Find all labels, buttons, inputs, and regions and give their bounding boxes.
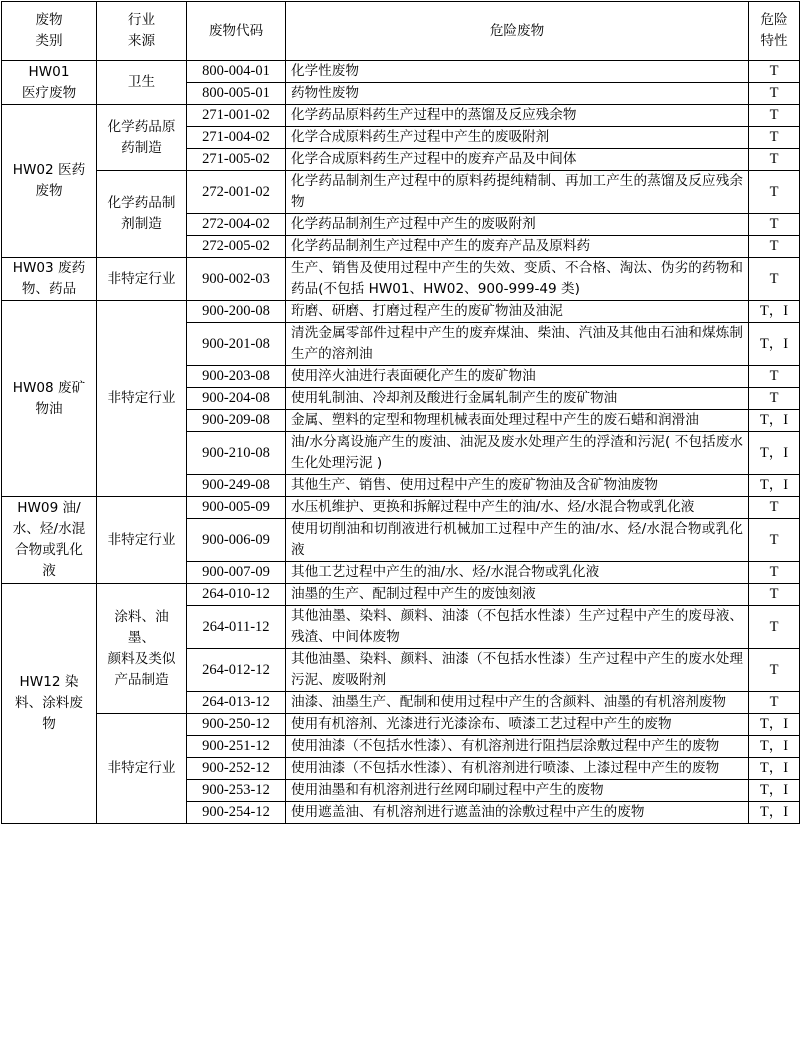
header-category-text: 废物 类别 <box>35 12 63 49</box>
waste-desc-cell-text: 药物性废物 <box>291 85 359 101</box>
waste-desc-cell-text: 其他油墨、染料、颜料、油漆（不包括水性漆）生产过程中产生的废水处理污泥、废吸附剂 <box>291 651 743 688</box>
waste-code-cell <box>187 736 286 758</box>
waste-code-cell <box>187 258 286 301</box>
hazard-property-cell-text: T <box>769 151 779 167</box>
waste-code-cell-text: 900-210-08 <box>202 444 270 461</box>
waste-code-cell <box>187 802 286 824</box>
waste-desc-cell-text: 使用油墨和有机溶剂进行丝网印刷过程中产生的废物 <box>291 782 604 798</box>
hazard-property-cell-text: T，I <box>759 335 789 352</box>
category-cell <box>2 258 97 301</box>
hazard-property-cell <box>749 497 800 519</box>
header-property <box>749 2 800 61</box>
waste-code-cell <box>187 388 286 410</box>
waste-code-cell <box>187 584 286 606</box>
source-cell <box>97 105 187 171</box>
hazard-property-cell <box>749 236 800 258</box>
source-cell-text: 非特定行业 <box>107 270 176 287</box>
hazard-property-cell-text: T <box>769 63 779 79</box>
category-cell-text: HW08 废矿 物油 <box>12 379 86 417</box>
waste-desc-cell <box>286 692 749 714</box>
hazard-property-cell <box>749 105 800 127</box>
waste-code-cell-text: 900-250-12 <box>202 716 270 732</box>
table-row <box>2 105 800 127</box>
hazard-property-cell <box>749 432 800 475</box>
table-row <box>2 714 800 736</box>
hazard-property-cell-text: T <box>769 531 779 548</box>
source-cell-text: 化学药品原 药制造 <box>107 118 176 156</box>
hazard-property-cell-text: T，I <box>759 804 789 820</box>
waste-desc-cell-text: 化学性废物 <box>291 63 359 79</box>
hazard-property-cell-text: T <box>769 586 779 602</box>
waste-code-cell <box>187 323 286 366</box>
header-property-text: 危险 特性 <box>760 12 788 49</box>
header-code <box>187 2 286 61</box>
waste-code-cell-text: 272-004-02 <box>202 216 270 232</box>
waste-desc-cell-text: 生产、销售及使用过程中产生的失效、变质、不合格、淘汰、伪劣的药物和药品(不包括 HW01、HW02、900-999-49 类) <box>291 260 743 297</box>
waste-code-cell-text: 900-249-08 <box>202 477 270 493</box>
hazard-property-cell <box>749 301 800 323</box>
header-code-text: 废物代码 <box>208 22 264 39</box>
waste-code-cell <box>187 562 286 584</box>
waste-desc-cell <box>286 83 749 105</box>
waste-desc-cell <box>286 606 749 649</box>
source-cell <box>97 497 187 584</box>
hazard-property-cell <box>749 83 800 105</box>
waste-code-cell <box>187 475 286 497</box>
waste-code-cell <box>187 171 286 214</box>
waste-code-cell-text: 264-011-12 <box>202 618 270 635</box>
hazard-property-cell <box>749 649 800 692</box>
waste-code-cell <box>187 214 286 236</box>
waste-code-cell-text: 264-012-12 <box>202 661 270 678</box>
waste-code-cell-text: 900-002-03 <box>202 270 270 287</box>
waste-code-cell-text: 800-004-01 <box>202 63 270 79</box>
hazard-property-cell-text: T，I <box>759 477 789 493</box>
waste-desc-cell <box>286 236 749 258</box>
header-source-text: 行业 来源 <box>127 12 156 49</box>
hazard-property-cell-text: T，I <box>759 412 789 428</box>
table-row <box>2 258 800 301</box>
waste-code-cell <box>187 236 286 258</box>
waste-desc-cell-text: 其他油墨、染料、颜料、油漆（不包括水性漆）生产过程中产生的废母液、残渣、中间体废物 <box>291 608 743 645</box>
source-cell <box>97 258 187 301</box>
category-cell-text: HW09 油/ 水、烃/水混 合物或乳化 液 <box>12 500 86 579</box>
category-cell-text: HW03 废药 物、药品 <box>12 260 86 297</box>
waste-code-cell <box>187 61 286 83</box>
source-cell <box>97 714 187 824</box>
waste-desc-cell <box>286 105 749 127</box>
waste-desc-cell <box>286 519 749 562</box>
hazard-property-cell <box>749 584 800 606</box>
hazard-property-cell <box>749 562 800 584</box>
waste-desc-cell-text: 其他工艺过程中产生的油/水、烃/水混合物或乳化液 <box>291 564 600 580</box>
hazardous-waste-table <box>1 1 800 824</box>
waste-code-cell-text: 272-001-02 <box>202 183 270 200</box>
hazard-property-cell-text: T <box>769 238 779 254</box>
hazard-property-cell <box>749 127 800 149</box>
hazard-property-cell <box>749 758 800 780</box>
waste-desc-cell-text: 化学药品制剂生产过程中的原料药提纯精制、再加工产生的蒸馏及反应残余物 <box>291 173 743 210</box>
hazard-property-cell-text: T <box>769 618 779 635</box>
header-waste <box>286 2 749 61</box>
waste-desc-cell <box>286 410 749 432</box>
hazard-property-cell-text: T，I <box>759 444 789 461</box>
waste-code-cell-text: 900-252-12 <box>202 760 270 776</box>
waste-desc-cell-text: 使用遮盖油、有机溶剂进行遮盖油的涂敷过程中产生的废物 <box>291 804 645 820</box>
waste-desc-cell <box>286 562 749 584</box>
hazard-property-cell <box>749 388 800 410</box>
waste-desc-cell-text: 其他生产、销售、使用过程中产生的废矿物油及含矿物油废物 <box>291 477 659 493</box>
source-cell <box>97 171 187 258</box>
table-header-row <box>2 2 800 61</box>
waste-code-cell <box>187 366 286 388</box>
hazard-property-cell-text: T <box>769 390 779 406</box>
source-cell-text: 卫生 <box>127 74 156 90</box>
waste-desc-cell-text: 化学药品制剂生产过程中产生的废弃产品及原料药 <box>291 238 591 254</box>
header-waste-text: 危险废物 <box>489 22 545 39</box>
waste-desc-cell-text: 使用轧制油、冷却剂及酸进行金属轧制产生的废矿物油 <box>291 390 618 406</box>
hazard-property-cell <box>749 149 800 171</box>
waste-desc-cell <box>286 780 749 802</box>
source-cell-text: 化学药品制 剂制造 <box>107 195 176 232</box>
table-body <box>2 2 800 824</box>
waste-code-cell-text: 271-001-02 <box>202 107 270 123</box>
hazard-property-cell-text: T <box>769 694 779 710</box>
category-cell <box>2 497 97 584</box>
hazard-property-cell-text: T <box>769 85 779 101</box>
hazard-property-cell <box>749 714 800 736</box>
hazard-property-cell <box>749 780 800 802</box>
hazard-property-cell-text: T <box>769 270 779 287</box>
waste-code-cell <box>187 83 286 105</box>
table-row <box>2 171 800 214</box>
hazard-property-cell-text: T <box>769 107 779 123</box>
waste-desc-cell-text: 使用有机溶剂、光漆进行光漆涂布、喷漆工艺过程中产生的废物 <box>291 716 672 732</box>
table-row <box>2 301 800 323</box>
source-cell-text: 非特定行业 <box>107 390 176 406</box>
waste-desc-cell <box>286 432 749 475</box>
waste-desc-cell-text: 珩磨、研磨、打磨过程产生的废矿物油及油泥 <box>291 303 563 319</box>
waste-desc-cell <box>286 301 749 323</box>
category-cell <box>2 301 97 497</box>
waste-desc-cell-text: 油/水分离设施产生的废油、油泥及废水处理产生的浮渣和污泥( 不包括废水生化处理污泥 ) <box>291 434 743 471</box>
waste-desc-cell-text: 化学药品原料药生产过程中的蒸馏及反应残余物 <box>291 107 577 123</box>
hazard-property-cell-text: T，I <box>759 738 789 754</box>
hazard-property-cell <box>749 802 800 824</box>
waste-code-cell <box>187 519 286 562</box>
waste-code-cell <box>187 410 286 432</box>
waste-code-cell <box>187 432 286 475</box>
waste-code-cell-text: 272-005-02 <box>202 238 270 254</box>
hazard-property-cell <box>749 366 800 388</box>
hazard-property-cell <box>749 519 800 562</box>
source-cell-text: 涂料、油墨、 颜料及类似 产品制造 <box>107 608 176 688</box>
waste-desc-cell <box>286 323 749 366</box>
table-row <box>2 584 800 606</box>
waste-desc-cell <box>286 475 749 497</box>
waste-code-cell-text: 900-005-09 <box>202 499 270 515</box>
waste-desc-cell <box>286 714 749 736</box>
hazard-property-cell <box>749 410 800 432</box>
hazard-property-cell-text: T <box>769 564 779 580</box>
hazard-property-cell-text: T，I <box>759 303 789 319</box>
hazard-property-cell-text: T <box>769 368 779 384</box>
waste-code-cell <box>187 758 286 780</box>
category-cell-text: HW12 染 料、涂料废 物 <box>15 674 83 732</box>
waste-desc-cell-text: 使用淬火油进行表面硬化产生的废矿物油 <box>291 368 536 384</box>
waste-desc-cell <box>286 366 749 388</box>
waste-code-cell-text: 900-201-08 <box>202 335 270 352</box>
waste-desc-cell <box>286 61 749 83</box>
waste-desc-cell <box>286 171 749 214</box>
waste-code-cell-text: 800-005-01 <box>202 85 270 101</box>
waste-desc-cell <box>286 258 749 301</box>
hazard-property-cell-text: T <box>769 499 779 515</box>
category-cell <box>2 61 97 105</box>
hazard-property-cell-text: T，I <box>759 782 789 798</box>
hazard-property-cell-text: T，I <box>759 760 789 776</box>
waste-desc-cell <box>286 584 749 606</box>
waste-desc-cell <box>286 388 749 410</box>
waste-code-cell <box>187 692 286 714</box>
waste-code-cell-text: 264-013-12 <box>202 694 270 710</box>
waste-code-cell-text: 271-004-02 <box>202 129 270 145</box>
source-cell-text: 非特定行业 <box>107 760 176 776</box>
waste-code-cell <box>187 301 286 323</box>
hazard-property-cell <box>749 214 800 236</box>
header-category <box>2 2 97 61</box>
waste-desc-cell <box>286 149 749 171</box>
waste-desc-cell-text: 油漆、油墨生产、配制和使用过程中产生的含颜料、油墨的有机溶剂废物 <box>291 694 726 710</box>
waste-code-cell <box>187 649 286 692</box>
waste-desc-cell <box>286 802 749 824</box>
hazard-property-cell <box>749 323 800 366</box>
waste-desc-cell-text: 化学药品制剂生产过程中产生的废吸附剂 <box>291 216 536 232</box>
hazard-property-cell-text: T <box>769 661 779 678</box>
waste-code-cell-text: 900-209-08 <box>202 412 270 428</box>
source-cell <box>97 301 187 497</box>
category-cell <box>2 584 97 824</box>
table-row <box>2 497 800 519</box>
hazard-property-cell <box>749 475 800 497</box>
waste-code-cell-text: 264-010-12 <box>202 586 270 602</box>
header-source <box>97 2 187 61</box>
hazard-property-cell <box>749 606 800 649</box>
waste-code-cell-text: 900-006-09 <box>202 531 270 548</box>
source-cell-text: 非特定行业 <box>107 531 176 548</box>
waste-code-cell-text: 900-254-12 <box>202 804 270 820</box>
waste-desc-cell <box>286 649 749 692</box>
hazard-property-cell-text: T <box>769 183 779 200</box>
waste-code-cell-text: 900-204-08 <box>202 390 270 406</box>
waste-code-cell <box>187 149 286 171</box>
hazard-property-cell <box>749 736 800 758</box>
hazard-property-cell-text: T <box>769 129 779 145</box>
category-cell-text: HW01 医疗废物 <box>21 63 77 101</box>
waste-desc-cell <box>286 127 749 149</box>
hazard-property-cell <box>749 171 800 214</box>
waste-desc-cell-text: 金属、塑料的定型和物理机械表面处理过程中产生的废石蜡和润滑油 <box>291 412 699 428</box>
waste-code-cell-text: 900-253-12 <box>202 782 270 798</box>
waste-desc-cell-text: 使用切削油和切削液进行机械加工过程中产生的油/水、烃/水混合物或乳化液 <box>291 521 743 558</box>
waste-code-cell-text: 900-203-08 <box>202 368 270 384</box>
waste-desc-cell-text: 使用油漆（不包括水性漆）、有机溶剂进行阻挡层涂敷过程中产生的废物 <box>291 738 720 754</box>
waste-code-cell <box>187 127 286 149</box>
waste-code-cell-text: 900-007-09 <box>202 564 270 580</box>
hazard-property-cell <box>749 61 800 83</box>
table-row <box>2 61 800 83</box>
waste-desc-cell-text: 油墨的生产、配制过程中产生的废蚀刻液 <box>291 586 536 602</box>
waste-desc-cell <box>286 758 749 780</box>
category-cell-text: HW02 医药 废物 <box>12 162 86 199</box>
category-cell <box>2 105 97 258</box>
hazard-property-cell <box>749 258 800 301</box>
waste-code-cell <box>187 606 286 649</box>
waste-desc-cell <box>286 497 749 519</box>
waste-desc-cell-text: 化学合成原料药生产过程中的废弃产品及中间体 <box>291 151 577 167</box>
hazard-property-cell-text: T <box>769 216 779 232</box>
waste-code-cell <box>187 105 286 127</box>
waste-code-cell-text: 900-200-08 <box>202 303 270 319</box>
hazard-property-cell <box>749 692 800 714</box>
waste-desc-cell-text: 化学合成原料药生产过程中产生的废吸附剂 <box>291 129 550 145</box>
waste-desc-cell-text: 清洗金属零部件过程中产生的废弃煤油、柴油、汽油及其他由石油和煤炼制生产的溶剂油 <box>291 325 743 362</box>
source-cell <box>97 584 187 714</box>
waste-code-cell <box>187 714 286 736</box>
waste-code-cell <box>187 497 286 519</box>
waste-code-cell-text: 271-005-02 <box>202 151 270 167</box>
waste-desc-cell-text: 使用油漆（不包括水性漆）、有机溶剂进行喷漆、上漆过程中产生的废物 <box>291 760 720 776</box>
waste-desc-cell <box>286 736 749 758</box>
hazard-property-cell-text: T，I <box>759 716 789 732</box>
waste-code-cell-text: 900-251-12 <box>202 738 270 754</box>
waste-code-cell <box>187 780 286 802</box>
waste-desc-cell <box>286 214 749 236</box>
source-cell <box>97 61 187 105</box>
waste-desc-cell-text: 水压机维护、更换和拆解过程中产生的油/水、烃/水混合物或乳化液 <box>291 499 695 515</box>
